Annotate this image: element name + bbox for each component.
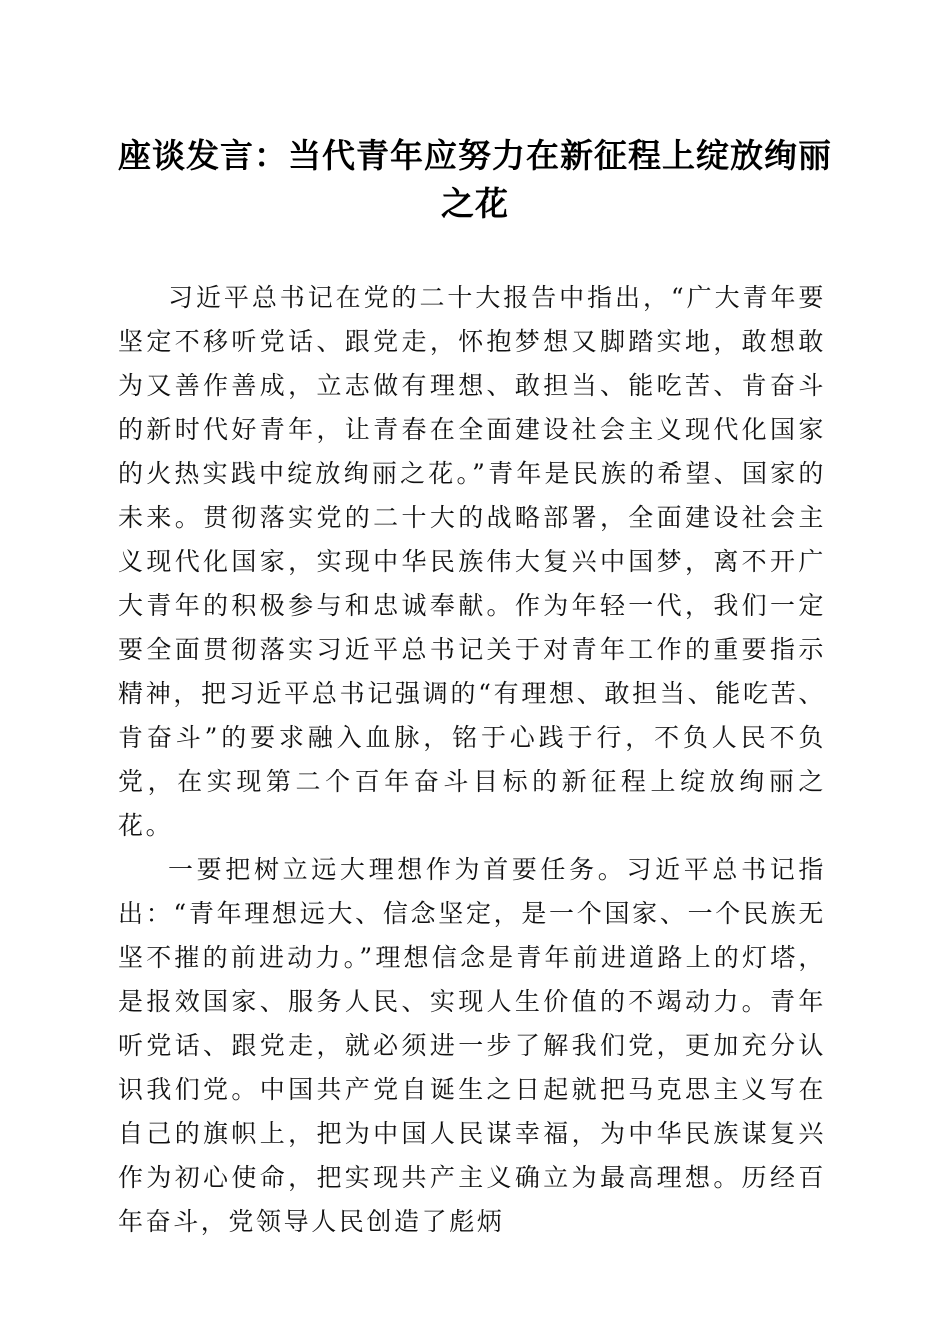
paragraph-1: 习近平总书记在党的二十大报告中指出，“广大青年要坚定不移听党话、跟党走，怀抱梦想又脚踏实地，敢想敢为又善作善成，立志做有理想、敢担当、能吃苦、肯奋斗的新时代好青年，让青春在全面建设社会主义现代化国家的火热实践中绽放绚丽之花。”青年是民族的希望、国家的未来。贯彻落实党的二十大的战略部署，全面建设社会主义现代化国家，实现中华民族伟大复兴中国梦，离不开广大青年的积极参与和忠诚奉献。作为年轻一代，我们一定要全面贯彻落实习近平总书记关于对青年工作的重要指示精神，把习近平总书记强调的“有理想、敢担当、能吃苦、肯奋斗”的要求融入血脉，铭于心践于行，不负人民不负党，在实现第二个百年奋斗目标的新征程上绽放绚丽之花。 xyxy=(118,283,826,840)
document-title: 座谈发言：当代青年应努力在新征程上绽放绚丽之花 xyxy=(118,136,832,223)
document-body xyxy=(118,276,826,1244)
paragraph-2: 一要把树立远大理想作为首要任务。习近平总书记指出：“青年理想远大、信念坚定，是一个国家、一个民族无坚不摧的前进动力。”理想信念是青年前进道路上的灯塔，是报效国家、服务人民、实现人生价值的不竭动力。青年听党话、跟党走，就必须进一步了解我们党，更加充分认识我们党。中国共产党自诞生之日起就把马克思主义写在自己的旗帜上，把为中国人民谋幸福，为中华民族谋复兴作为初心使命，把实现共产主义确立为最高理想。历经百年奋斗，党领导人民创造了彪炳 xyxy=(118,855,826,1236)
